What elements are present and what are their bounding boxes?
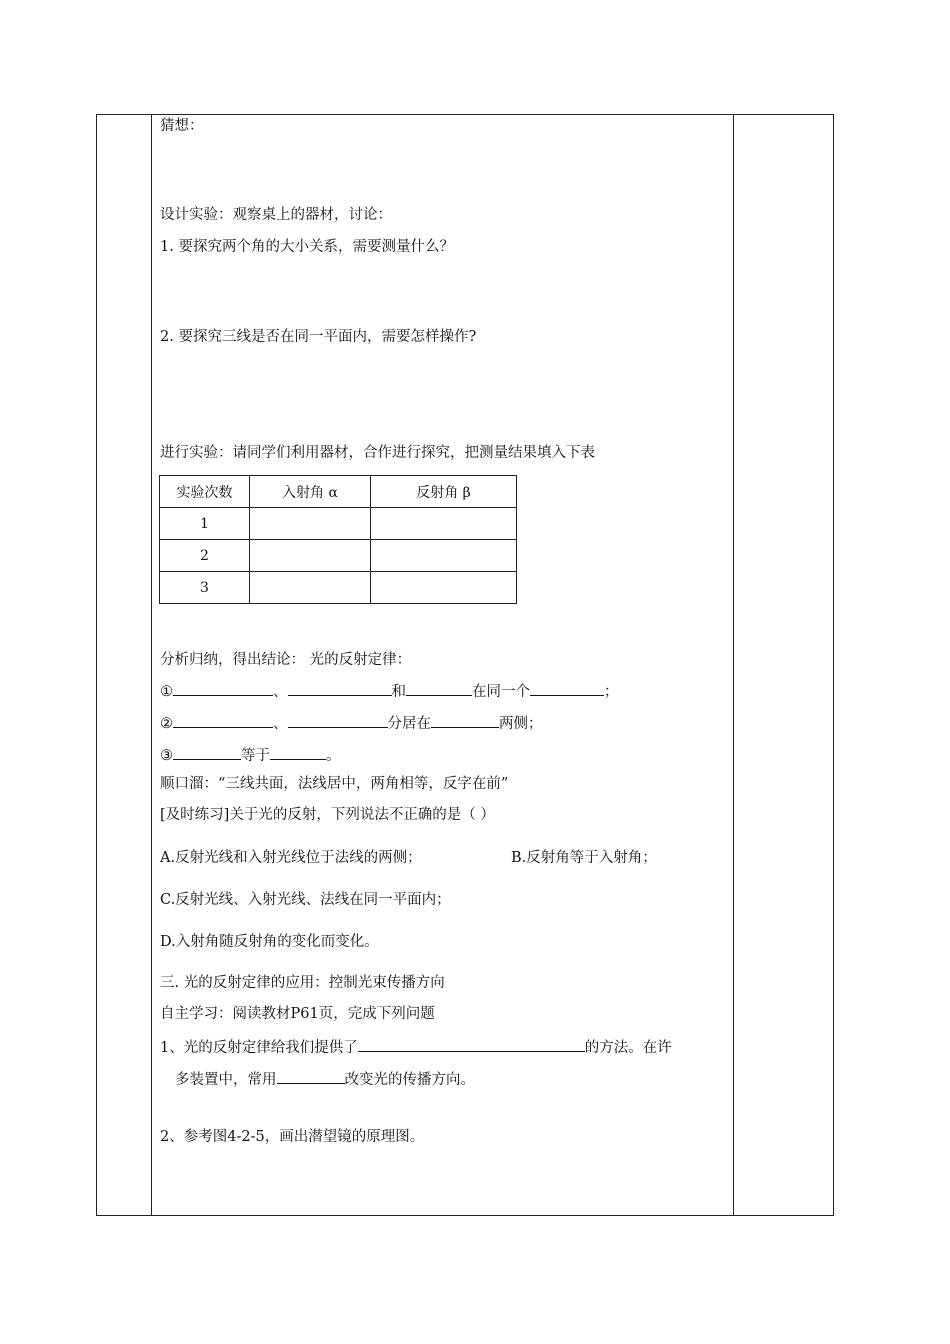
experiment-instruction: 进行实验：请同学们利用器材，合作进行探究，把测量结果填入下表 bbox=[160, 445, 595, 461]
fill-blank[interactable] bbox=[173, 744, 241, 760]
table-cell: 3 bbox=[160, 572, 250, 604]
table-cell[interactable] bbox=[371, 572, 517, 604]
circled-number: ② bbox=[160, 716, 173, 732]
question-periscope: 2、参考图4-2-5，画出潜望镜的原理图。 bbox=[160, 1129, 425, 1145]
fill-blank[interactable] bbox=[358, 1036, 585, 1052]
fill-blank[interactable] bbox=[530, 680, 604, 696]
rhyme-text: 顺口溜：“三线共面，法线居中，两角相等，反字在前” bbox=[160, 776, 509, 792]
question-text: 多装置中，常用 bbox=[175, 1072, 277, 1088]
fill-blank[interactable] bbox=[173, 712, 273, 728]
option-c[interactable]: C.反射光线、入射光线、法线在同一平面内； bbox=[160, 892, 451, 908]
table-cell: 1 bbox=[160, 508, 250, 540]
option-a[interactable]: A.反射光线和入射光线位于法线的两侧； bbox=[160, 850, 422, 866]
table-cell: 2 bbox=[160, 540, 250, 572]
circled-number: ③ bbox=[160, 748, 173, 764]
law-line-2 bbox=[160, 712, 543, 734]
question-1: 1. 要探究两个角的大小关系，需要测量什么？ bbox=[160, 239, 454, 255]
law-line-1 bbox=[160, 680, 619, 702]
separator: 、 bbox=[273, 716, 288, 732]
fill-blank[interactable] bbox=[270, 744, 326, 760]
table-header: 入射角 α bbox=[250, 476, 371, 508]
practice-question: [及时练习]关于光的反射，下列说法不正确的是（ ） bbox=[160, 807, 495, 823]
table-row bbox=[160, 508, 517, 540]
guess-label: 猜想： bbox=[160, 118, 204, 134]
table-row bbox=[160, 540, 517, 572]
self-study: 自主学习：阅读教材P61页，完成下列问题 bbox=[160, 1006, 435, 1022]
law-text: 和 bbox=[391, 684, 406, 700]
fill-blank[interactable] bbox=[288, 680, 392, 696]
table-cell[interactable] bbox=[250, 572, 371, 604]
fill-blank[interactable] bbox=[277, 1068, 345, 1084]
fill-question-1-cont bbox=[175, 1068, 475, 1090]
column-divider-right bbox=[733, 114, 734, 1216]
law-text: 两侧； bbox=[499, 716, 543, 732]
law-text: 等于 bbox=[241, 748, 270, 764]
circled-number: ① bbox=[160, 684, 173, 700]
table-cell[interactable] bbox=[250, 540, 371, 572]
fill-blank[interactable] bbox=[406, 680, 472, 696]
law-text: 。 bbox=[326, 748, 341, 764]
fill-question-1 bbox=[160, 1036, 672, 1058]
question-text: 的方法。在许 bbox=[584, 1040, 672, 1056]
column-divider-left bbox=[151, 114, 152, 1216]
fill-blank[interactable] bbox=[288, 712, 388, 728]
table-row bbox=[160, 572, 517, 604]
table-cell[interactable] bbox=[250, 508, 371, 540]
question-2: 2. 要探究三线是否在同一平面内，需要怎样操作? bbox=[160, 329, 477, 345]
table-cell[interactable] bbox=[371, 508, 517, 540]
table-header: 反射角 β bbox=[371, 476, 517, 508]
law-line-3 bbox=[160, 744, 341, 766]
law-text: 分居在 bbox=[387, 716, 431, 732]
option-b[interactable]: B.反射角等于入射角； bbox=[511, 850, 657, 866]
law-text: 在同一个 bbox=[472, 684, 530, 700]
separator: 、 bbox=[273, 684, 288, 700]
table-header: 实验次数 bbox=[160, 476, 250, 508]
conclusion-heading: 分析归纳，得出结论： 光的反射定律： bbox=[160, 652, 412, 668]
measurement-table bbox=[159, 475, 517, 604]
table-header-row bbox=[160, 476, 517, 508]
fill-blank[interactable] bbox=[431, 712, 499, 728]
table-cell[interactable] bbox=[371, 540, 517, 572]
section-3-heading: 三. 光的反射定律的应用：控制光束传播方向 bbox=[160, 975, 445, 991]
design-experiment: 设计实验：观察桌上的器材，讨论： bbox=[160, 207, 392, 223]
law-text: ； bbox=[604, 684, 619, 700]
option-d[interactable]: D.入射角随反射角的变化而变化。 bbox=[160, 934, 379, 950]
question-text: 1、光的反射定律给我们提供了 bbox=[160, 1040, 358, 1056]
fill-blank[interactable] bbox=[173, 680, 273, 696]
question-text: 改变光的传播方向。 bbox=[344, 1072, 475, 1088]
